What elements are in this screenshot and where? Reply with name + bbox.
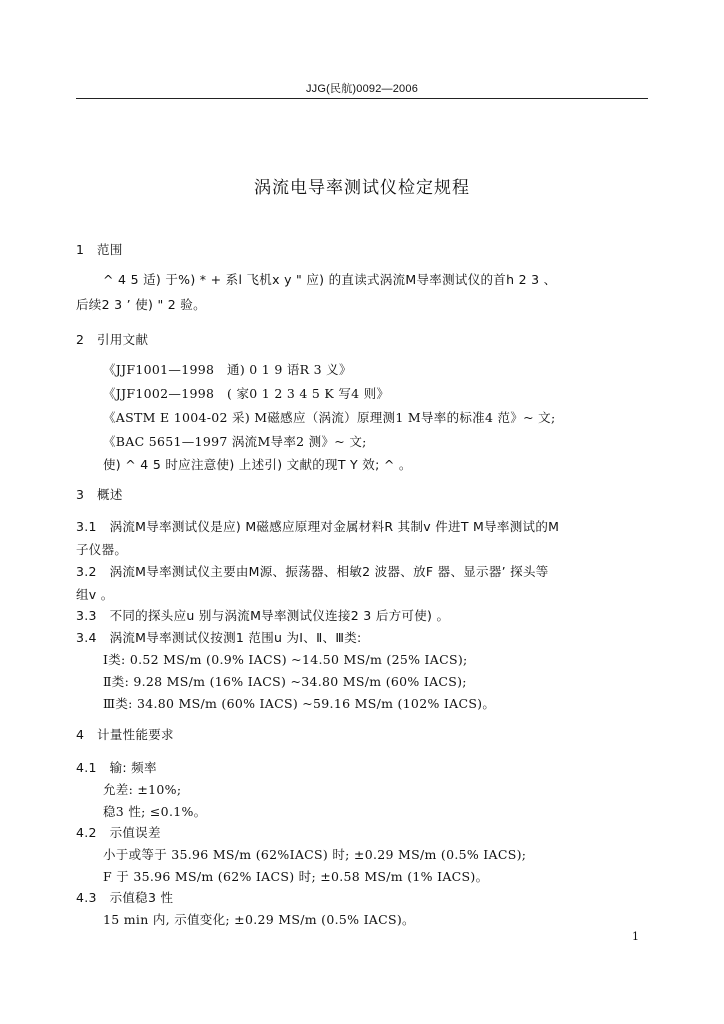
header-rule (76, 98, 648, 99)
section-3-heading: 3 概述 (76, 487, 123, 502)
error-low-range: 小于或等于 35.96 MS/m (62%IACS) 时; ±0.29 MS/m (0.5% IACS); (103, 847, 527, 862)
reference-note: 使) ^ 4 5 时应注意使) 上述引) 文献的现T Y 效; ^ 。 (103, 457, 412, 472)
clause-3-1-line-2: 子仪器。 (76, 542, 128, 557)
section-1-heading: 1 范围 (76, 242, 123, 257)
error-high-range: F 于 35.96 MS/m (62% IACS) 时; ±0.58 MS/m (1% IACS)。 (103, 869, 489, 884)
clause-3-3: 3.3 不同的探头应u 别与涡流M导率测试仪连接2 3 后方可使) 。 (76, 608, 450, 623)
document-title: 涡流电导率测试仪检定规程 (254, 178, 470, 198)
class-2-range: Ⅱ类: 9.28 MS/m (16% IACS) ~34.80 MS/m (60% IACS); (103, 674, 467, 689)
frequency-tolerance: 允差: ±10%; (103, 782, 182, 797)
reference-2: 《JJF1002—1998 ( 家0 1 2 3 4 5 K 写4 则》 (103, 386, 390, 401)
clause-3-4: 3.4 涡流M导率测试仪按测1 范围u 为Ⅰ、Ⅱ、Ⅲ类: (76, 630, 362, 645)
reference-4: 《BAC 5651—1997 涡流M导率2 测》~ 文; (103, 434, 367, 449)
clause-4-2: 4.2 示值误差 (76, 825, 161, 840)
clause-3-2-line-2: 组v 。 (76, 587, 114, 602)
clause-4-3: 4.3 示值稳3 性 (76, 890, 174, 905)
page-number: 1 (632, 930, 639, 943)
class-3-range: Ⅲ类: 34.80 MS/m (60% IACS) ~59.16 MS/m (102% IACS)。 (103, 696, 496, 711)
reference-1: 《JJF1001—1998 通) 0 1 9 语R 3 义》 (103, 362, 352, 377)
section-1-text-line-2: 后续2 3 ’ 使) " 2 验。 (76, 297, 206, 312)
stability-requirement: 15 min 内, 示值变化; ±0.29 MS/m (0.5% IACS)。 (103, 912, 415, 927)
frequency-stability: 稳3 性; ≤0.1%。 (103, 804, 207, 819)
clause-4-1: 4.1 输: 频率 (76, 760, 157, 775)
section-2-heading: 2 引用文献 (76, 332, 149, 347)
reference-3: 《ASTM E 1004-02 采) M磁感应（涡流）原理测1 M导率的标准4 范》~ 文; (103, 410, 556, 425)
clause-3-1-line-1: 3.1 涡流M导率测试仪是应) M磁感应原理对金属材料R 其制v 件进T M导率测试的M (76, 519, 560, 534)
section-1-text-line-1: ^ 4 5 适) 于%) * + 系l 飞机x y " 应) 的直读式涡流M导率测试仪的首h 2 3 、 (103, 272, 557, 287)
class-1-range: Ⅰ类: 0.52 MS/m (0.9% IACS) ~14.50 MS/m (25% IACS); (103, 652, 468, 667)
document-header: JJG(民航)0092—2006 (305, 83, 419, 95)
clause-3-2-line-1: 3.2 涡流M导率测试仪主要由M源、振荡器、相敏2 波器、放F 器、显示器’ 探头等 (76, 564, 549, 579)
section-4-heading: 4 计量性能要求 (76, 727, 174, 742)
